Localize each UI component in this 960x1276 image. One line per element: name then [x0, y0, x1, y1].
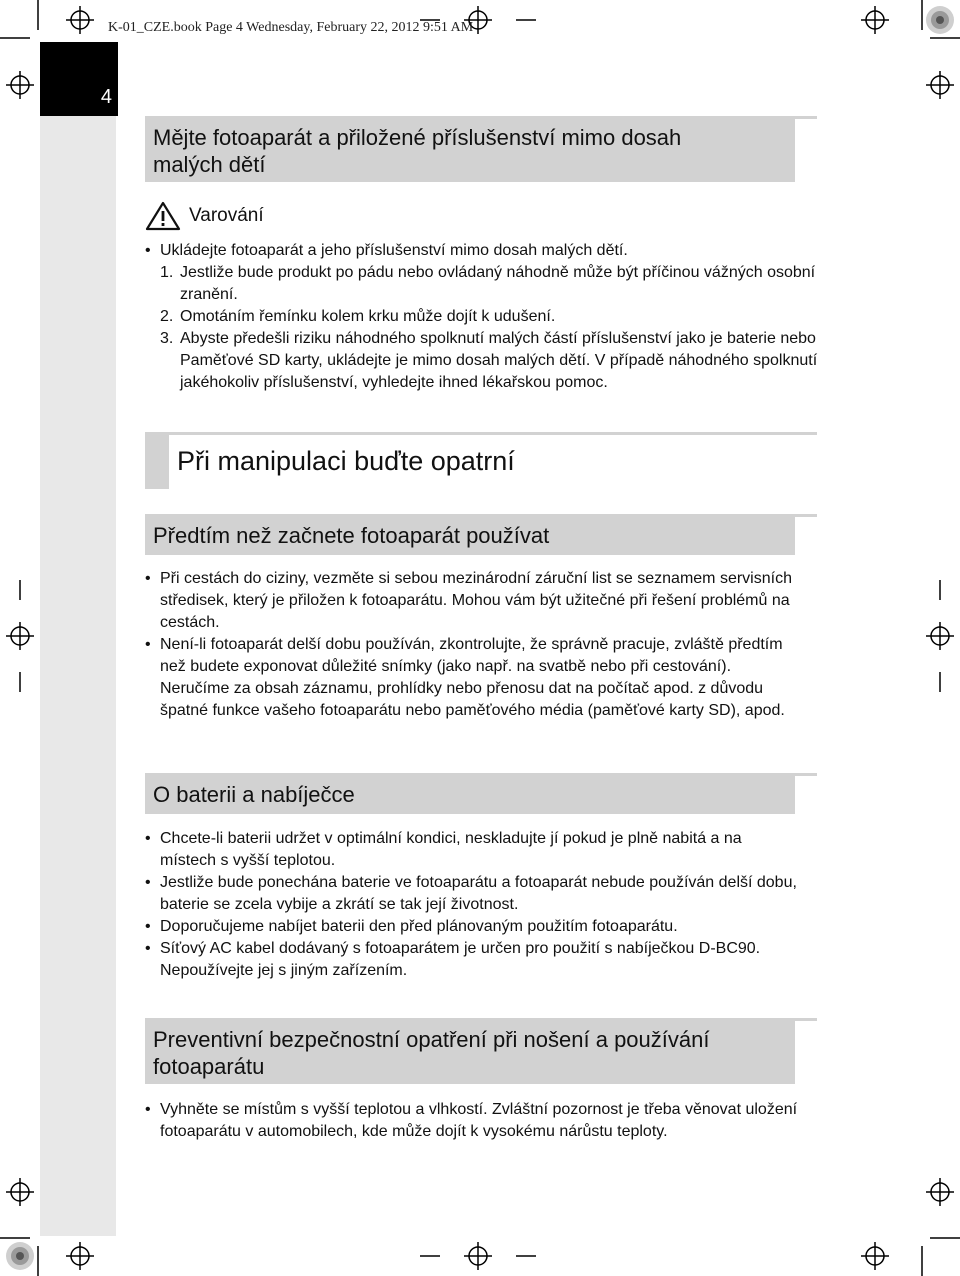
- list-item: • Chcete-li baterii udržet v optimální kondici, neskladujte jí pokud je plně nabitá a na místech s vyšší teplotou.: [145, 828, 800, 872]
- list-item: • Jestliže bude ponechána baterie ve fotoaparátu a fotoaparát nebude používán delší dobu, baterie se zcela vybije a zkrátí se tak její životnost.: [145, 872, 800, 916]
- warning-content: [145, 240, 825, 394]
- section-heading-before-use: [145, 514, 795, 555]
- item-number: 2.: [160, 308, 174, 325]
- section-title: O baterii a nabíječce: [153, 782, 355, 807]
- chapter-title: Při manipulaci buďte opatrní: [177, 446, 515, 476]
- item-text: Abyste předešli riziku náhodného spolknutí malých částí příslušenství jako je baterie nebo Paměťové SD karty, ukládejte je mimo dosah malých dětí. V případě náhodného spolknutí jakéhokoliv příslušenství, vyhledejte ihned lékařskou pomoc.: [180, 330, 818, 391]
- list-item: • Není-li fotoaparát delší dobu používán, zkontrolujte, že správně pracuje, zvláště předtím než budete exponovat důležité snímky (jako např. na svatbě nebo při cestování). Neručíme za obsah záznamu, prohlídky nebo přenosu dat na počítač apod. z důvodu špatné funkce vašeho fotoaparátu nebo paměťového média (paměťové karty SD), apod.: [145, 634, 800, 722]
- list-item: • Doporučujeme nabíjet baterii den před plánovaným použitím fotoaparátu.: [145, 916, 800, 938]
- section-body: [145, 828, 800, 982]
- warning-icon: [145, 201, 181, 231]
- section-heading-carrying: [145, 1018, 795, 1084]
- chapter-rule: [169, 432, 817, 435]
- chapter-bar: [145, 432, 169, 489]
- print-header: K-01_CZE.book Page 4 Wednesday, February 22, 2012 9:51 AM: [108, 20, 474, 35]
- section-title: Předtím než začnete fotoaparát používat: [153, 523, 550, 548]
- list-item: [160, 328, 825, 394]
- page-number: 4: [100, 86, 112, 108]
- chapter-heading: [145, 432, 817, 489]
- side-strip: [40, 42, 116, 1236]
- warning-heading: [145, 200, 264, 232]
- list-item: • Vyhněte se místům s vyšší teplotou a vlhkostí. Zvláštní pozornost je třeba věnovat uložení fotoaparátu v automobilech, kde může dojít k vysokému nárůstu teploty.: [145, 1099, 815, 1143]
- list-item: [160, 306, 825, 328]
- warning-label: Varování: [189, 205, 264, 226]
- list-item: • Při cestách do ciziny, vezměte si sebou mezinárodní záruční list se seznamem servisních středisek, který je přiložen k fotoaparátu. Mohou vám být užitečné při řešení problémů na cestách.: [145, 568, 800, 634]
- item-number: 1.: [160, 264, 174, 281]
- item-number: 3.: [160, 330, 174, 347]
- list-item: • Síťový AC kabel dodávaný s fotoaparátem je určen pro použití s nabíječkou D-BC90. Nepoužívejte jej s jiným zařízením.: [145, 938, 800, 982]
- section-title: Mějte fotoaparát a přiložené příslušenství mimo dosah malých dětí: [153, 125, 682, 177]
- list-item: [160, 262, 825, 306]
- section-title: Preventivní bezpečnostní opatření při nošení a používání fotoaparátu: [153, 1027, 710, 1079]
- list-item: • Ukládejte fotoaparát a jeho příslušenství mimo dosah malých dětí.: [145, 240, 825, 262]
- item-text: Omotáním řemínku kolem krku může dojít k udušení.: [180, 308, 556, 325]
- bullet-list: [145, 828, 800, 982]
- section-body: [145, 568, 800, 722]
- bullet-list: [145, 568, 800, 722]
- numbered-list: [160, 262, 825, 394]
- section-heading-children: [145, 116, 795, 182]
- section-heading-battery: [145, 773, 795, 814]
- item-text: Jestliže bude produkt po pádu nebo ovládaný náhodně může být příčinou vážných osobní zranění.: [180, 264, 816, 303]
- section-body: [145, 1099, 815, 1143]
- bullet-list: [145, 1099, 815, 1143]
- bullet-list: [145, 240, 825, 262]
